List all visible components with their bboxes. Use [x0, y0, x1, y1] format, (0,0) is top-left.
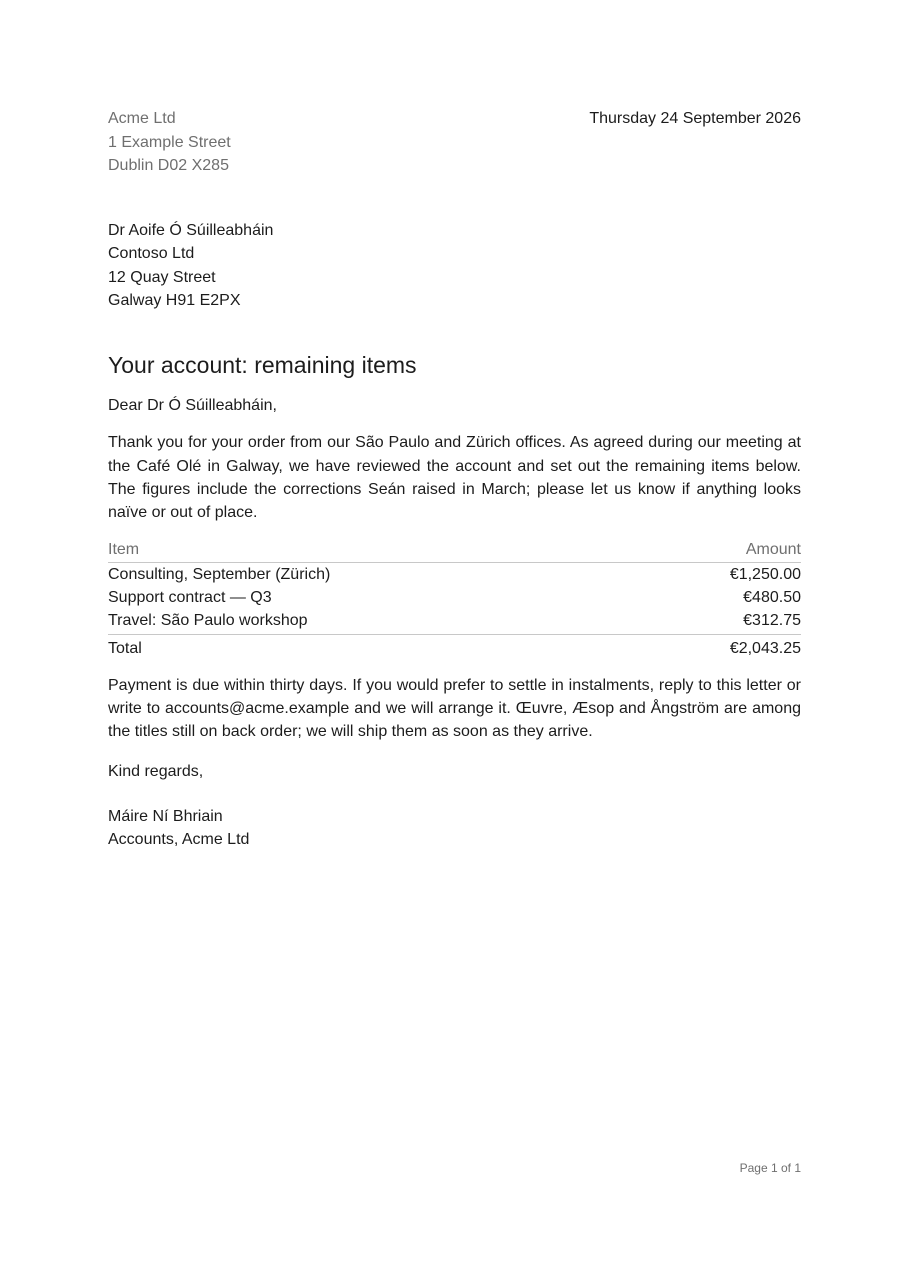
signatory-title: Accounts, Acme Ltd [108, 831, 250, 849]
subject-heading: Your account: remaining items [108, 352, 417, 379]
table-header-row [108, 539, 801, 563]
sender-city: Dublin D02 X285 [108, 157, 229, 174]
salutation: Dear Dr Ó Súilleabháin, [108, 397, 277, 415]
items-table [108, 539, 801, 660]
recipient-address [108, 219, 801, 312]
item-description: Travel: São Paulo workshop [108, 609, 633, 634]
closing: Kind regards, [108, 762, 204, 780]
letter-date: Thursday 24 September 2026 [589, 110, 801, 127]
table-row [108, 609, 801, 634]
item-description: Consulting, September (Zürich) [108, 565, 331, 583]
item-amount: €480.50 [743, 588, 801, 606]
item-amount: €312.75 [633, 609, 801, 634]
letter-header [108, 107, 801, 177]
body-paragraph-1: Thank you for your order from our São Paulo and Zürich offices. As agreed during our meeting at the Café Olé in Galway, we have reviewed the account and set out the remaining items below. The figures include the corrections Seán raised in March; please let us know if anything looks naïve or out of place. [108, 434, 801, 522]
total-row [108, 634, 801, 660]
recipient-name: Dr Aoife Ó Súilleabháin [108, 222, 274, 239]
item-amount: €1,250.00 [729, 565, 801, 583]
recipient-street: 12 Quay Street [108, 268, 216, 286]
item-description: Support contract — Q3 [108, 588, 272, 606]
sender-name: Acme Ltd [108, 110, 176, 127]
sender-street: 1 Example Street [108, 133, 231, 151]
signatory-name: Máire Ní Bhriain [108, 808, 223, 826]
body-paragraph-2: Payment is due within thirty days. If you would prefer to settle in instalments, reply to this letter or write to accounts@acme.example and we will arrange it. Œuvre, Æsop and Ångström are among the titles still on back order; we will ship them as soon as they arrive. [108, 676, 801, 741]
total-amount: €2,043.25 [729, 639, 801, 657]
total-label: Total [108, 639, 142, 657]
page-number: Page 1 of 1 [739, 1161, 801, 1175]
table-row [108, 562, 801, 586]
signature-block [108, 805, 801, 852]
amount-column-header: Amount [633, 539, 801, 563]
letter-page [108, 107, 801, 852]
item-column-header: Item [108, 539, 633, 563]
recipient-city: Galway H91 E2PX [108, 291, 241, 309]
table-row [108, 586, 801, 609]
recipient-company: Contoso Ltd [108, 245, 195, 263]
